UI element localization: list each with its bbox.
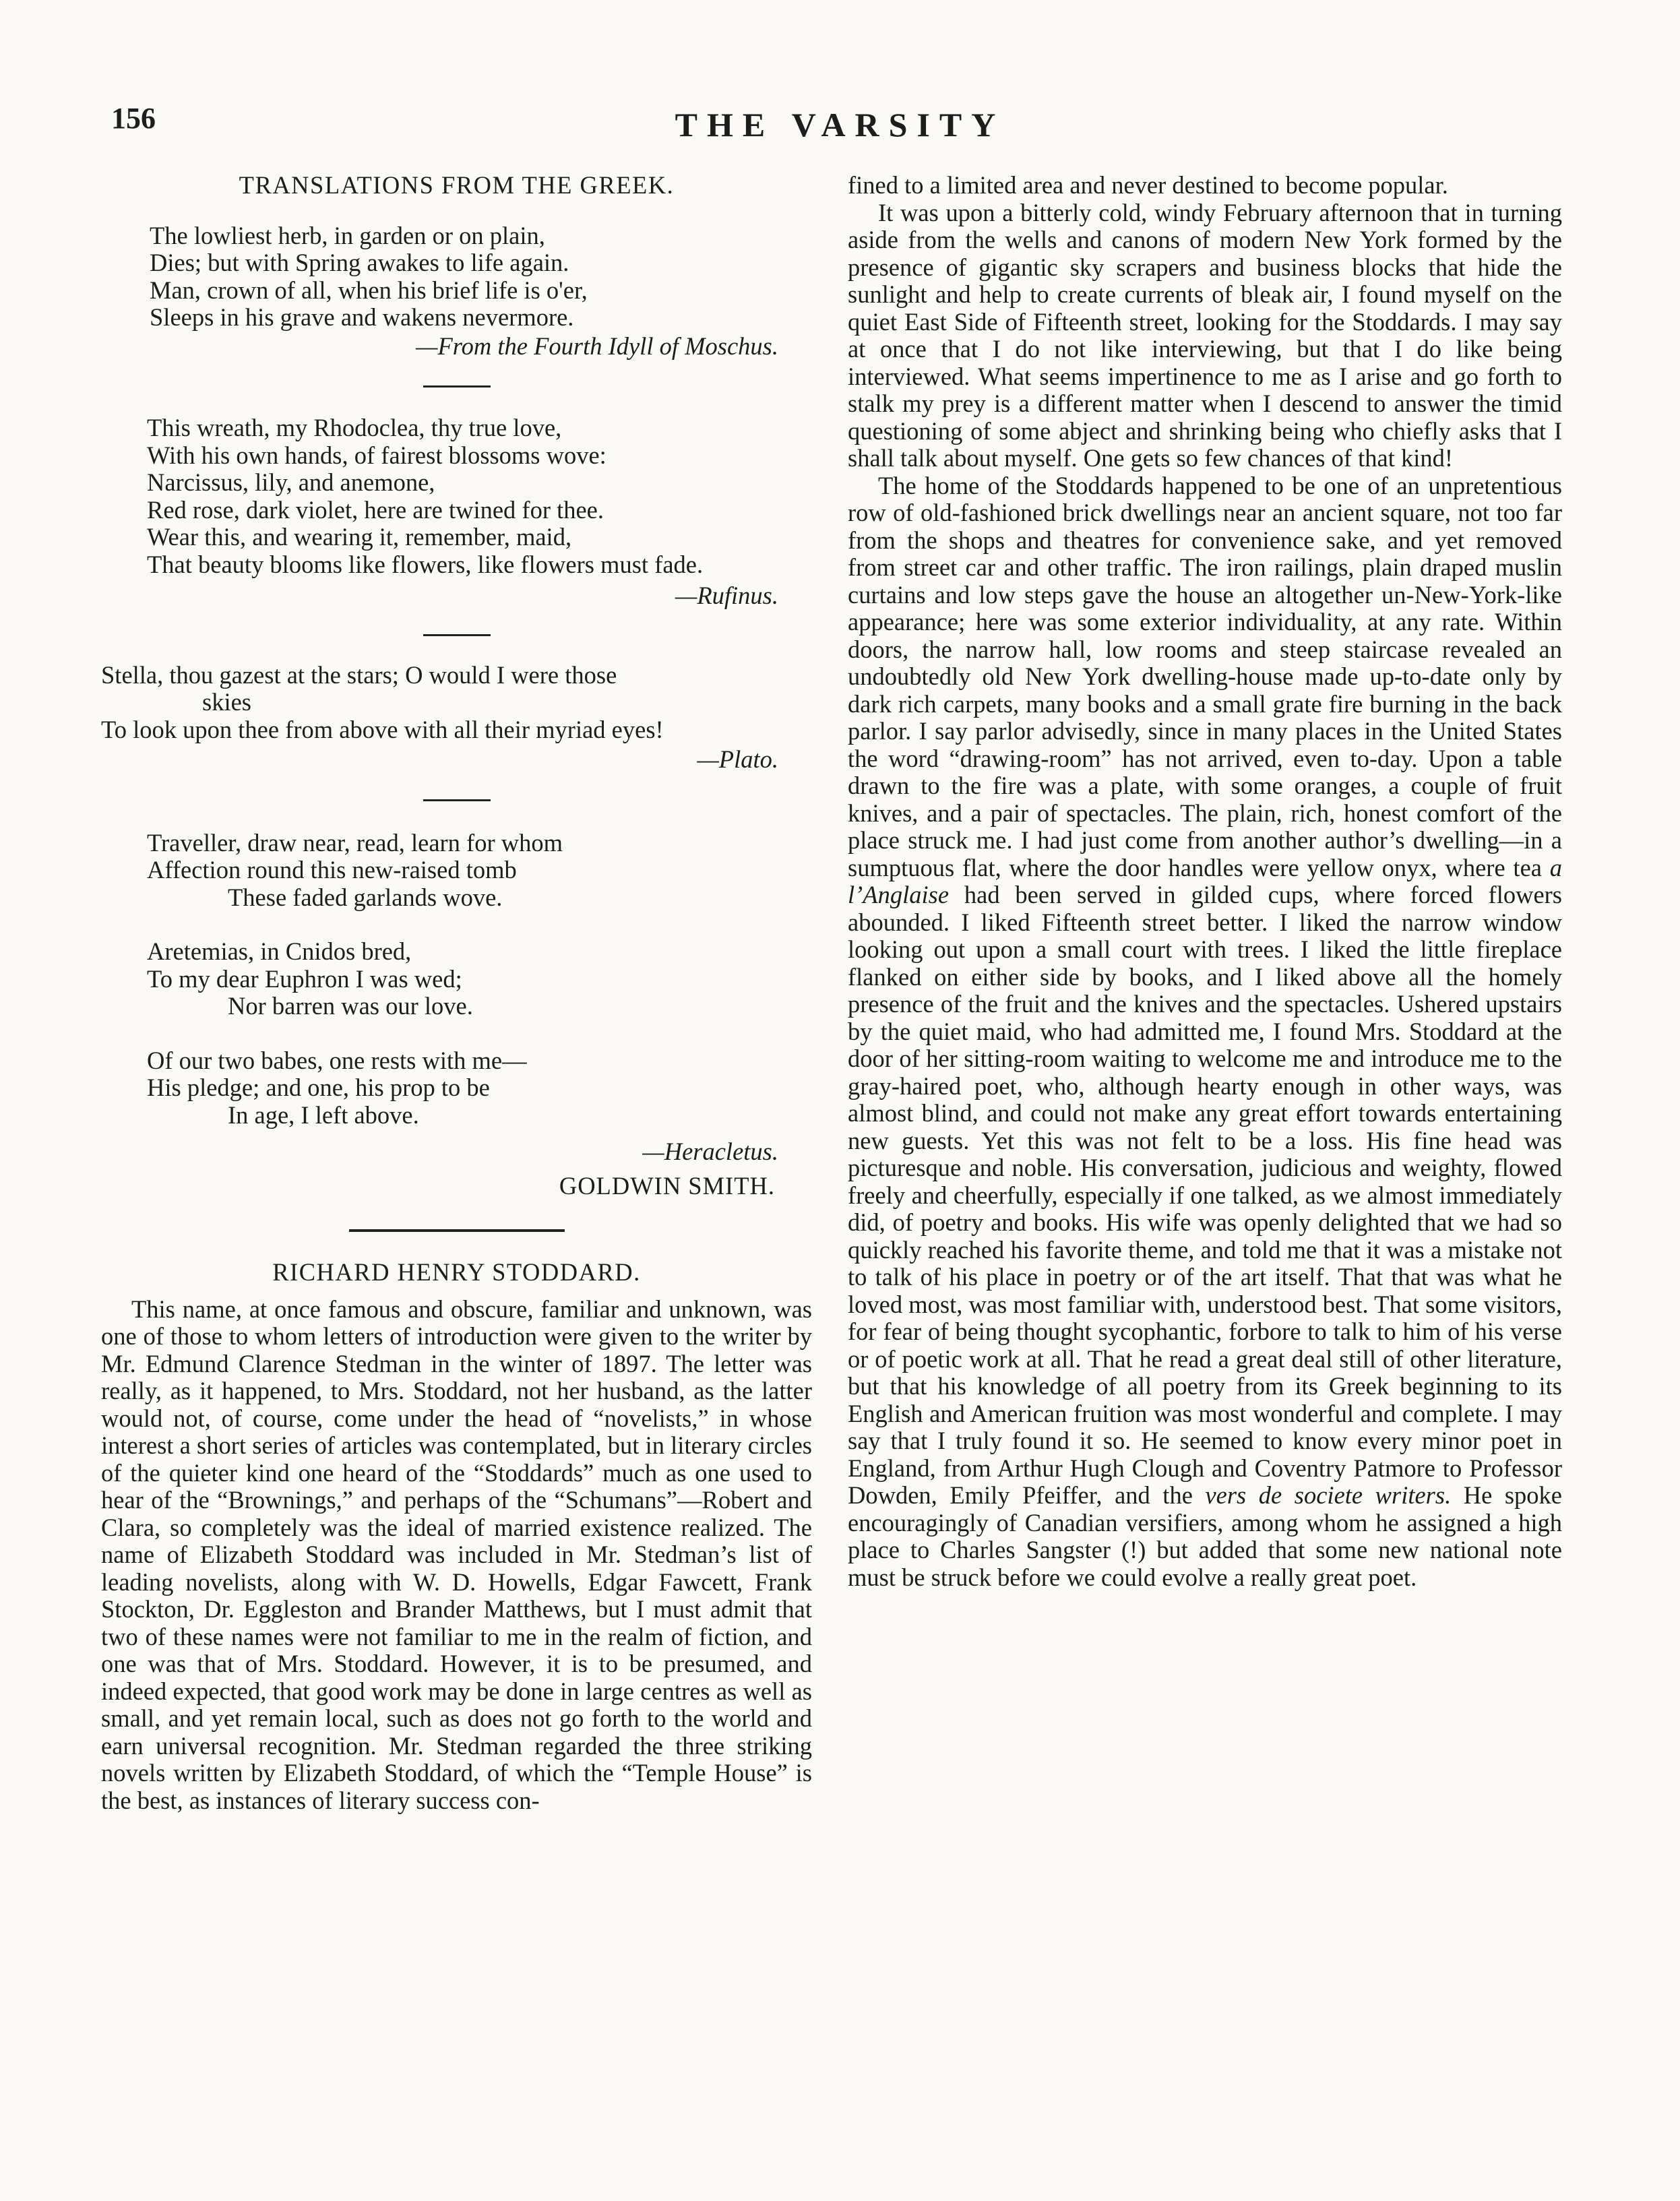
poem-line: Red rose, dark violet, here are twined for thee.	[147, 495, 604, 524]
article-body-left	[101, 1296, 812, 1815]
poem-line: skies	[202, 688, 251, 716]
right-column	[848, 172, 1562, 1591]
poem-line: His pledge; and one, his prop to be	[147, 1074, 490, 1101]
poem-line: Dies; but with Spring awakes to life again.	[150, 249, 569, 276]
poem-line: Nor barren was our love.	[228, 992, 473, 1020]
attribution-moschus: —From the Fourth Idyll of Moschus.	[416, 332, 778, 360]
poem-line: Sleeps in his grave and wakens nevermore.	[150, 303, 574, 331]
article-paragraph: This name, at once famous and obscure, familiar and unknown, was one of those to whom letters of introduction were given to the writer by Mr. Edmund Clarence Stedman in the winter of 1897. The letter was really, as it happened, to Mrs. Stoddard, not her husband, as the latter would not, of course, come under the head of “novelists,” in whose interest a short series of articles was contemplated, but in literary circles of the quieter kind one heard of the “Stoddards” much as one used to hear of the “Brownings,” and perhaps of the “Schumans”—Robert and Clara, so completely was the ideal of married existence realized. The name of Elizabeth Stoddard was included in Mr. Stedman’s list of leading novelists, along with W. D. Howells, Edgar Fawcett, Frank Stockton, Dr. Eggleston and Brander Matthews, but I must admit that two of these names were not familiar to me in the realm of fiction, and one was that of Mrs. Stoddard. However, it is to be presumed, and indeed expected, that good work may be done in large centres as well as small, and yet remain local, such as does not go forth to the world and earn universal recognition. Mr. Stedman regarded the three striking novels written by Elizabeth Stoddard, of which the “Temple House” is the best, as instances of literary success con-	[101, 1295, 812, 1814]
paragraph-text: had been served in gilded cups, where forced flowers abounded. I liked Fifteenth street better. I liked the narrow window looking out upon a small court with trees. I liked the little fireplace flanked on either side by books, and I liked above all the homely presence of the fruit and the knives and the spectacles. Ushered upstairs by the quiet maid, who had admitted me, I found Mrs. Stoddard at the door of her sitting-room waiting to welcome me and introduce me to the gray-haired poet, who, although hearty enough in other ways, was almost blind, and could not make any great effort towards entertaining new guests. Yet this was not felt to be a loss. His fine head was picturesque and noble. His conversation, judicious and weighty, flowed freely and cheerfully, especially if one talked, as we almost immediately did, of poetry and books. His wife was openly delighted that we had so quickly reached his favorite theme, and told me that it was a mistake not to talk of his place in poetry or of the art itself. That that was what he loved most, was most familiar with, understood best. That some visitors, for fear of being thought sycophantic, forbore to talk to him of his verse or of poetic work at all. That he read a great deal still of other literature, but that his knowledge of all poetry from its Greek beginning to its English and American fruition was most wonderful and complete. I may say that I truly found it so. He seemed to know every minor poet in England, from Arthur Hugh Clough and Coventry Patmore to Professor Dowden, Emily Pfeiffer, and the	[848, 881, 1563, 1509]
poem-line: Traveller, draw near, read, learn for whom	[147, 828, 563, 857]
attribution-heracletus: —Heracletus.	[642, 1138, 778, 1165]
poem-line: Man, crown of all, when his brief life is o'er,	[150, 276, 588, 304]
poem-line: In age, I left above.	[228, 1100, 419, 1129]
poem-rufinus	[101, 414, 812, 578]
poem-line: That beauty blooms like flowers, like flowers must fade.	[147, 550, 704, 578]
poem-line: To my dear Euphron I was wed;	[147, 964, 462, 993]
article-divider	[349, 1229, 565, 1232]
article-paragraph-continuation: fined to a limited area and never destined to become popular.	[848, 171, 1448, 199]
poem-line: To look upon thee from above with all their myriad eyes!	[101, 715, 664, 743]
translations-heading: TRANSLATIONS FROM THE GREEK.	[239, 171, 675, 199]
section-divider	[423, 385, 491, 388]
article-paragraph	[848, 472, 1562, 1592]
article-body-right	[848, 172, 1562, 1591]
left-column	[101, 172, 812, 1814]
poem-line: Aretemias, in Cnidos bred,	[147, 937, 412, 965]
running-head: THE VARSITY	[675, 106, 1005, 144]
italic-phrase: a l’Anglaise	[848, 853, 1562, 908]
poem-line: Of our two babes, one rests with me—	[147, 1046, 527, 1074]
section-divider	[423, 799, 491, 801]
page-number: 156	[111, 102, 156, 135]
poem-plato	[101, 662, 812, 744]
article-heading: RICHARD HENRY STODDARD.	[272, 1258, 641, 1286]
article-paragraph: It was upon a bitterly cold, windy February afternoon that in turning aside from the wells and canons of modern New York formed by the presence of gigantic sky scrapers and business blocks that hide the sunlight and help to create currents of bleak air, I found myself on the quiet East Side of Fifteenth street, looking for the Stoddards. I may say at once that I do not like interviewing, but that I do like being interviewed. What seems impertinence to me as I arise and go forth to stalk my prey is a different matter when I descend to answer the timid questioning of some abject and shrinking being who chiefly asks that I shall talk about myself. One gets so few chances of that kind!	[848, 198, 1562, 472]
poem-line: Narcissus, lily, and anemone,	[147, 468, 435, 496]
section-divider	[423, 634, 491, 636]
poem-line: This wreath, my Rhodoclea, thy true love,	[147, 414, 562, 441]
poem-line: The lowliest herb, in garden or on plain,	[150, 221, 545, 249]
italic-phrase: vers de societe writers.	[1205, 1481, 1452, 1509]
attribution-plato: —Plato.	[697, 745, 778, 773]
poem-line: These faded garlands wove.	[228, 883, 503, 911]
attribution-rufinus: —Rufinus.	[675, 582, 778, 609]
poem-heracletus	[101, 830, 812, 1129]
poem-line: Wear this, and wearing it, remember, maid,	[147, 523, 572, 551]
paragraph-text: He spoke encouragingly of Canadian versifiers, among whom he assigned a high place to Charles Sangster (!) but added that some new national note must be struck before we could evolve a really great poet.	[848, 1481, 1563, 1591]
poem-moschus	[101, 222, 812, 332]
poem-line: With his own hands, of fairest blossoms wove:	[147, 441, 606, 469]
author-signature: GOLDWIN SMITH.	[559, 1171, 775, 1200]
paragraph-text: The home of the Stoddards happened to be one of an unpretentious row of old-fashioned brick dwellings near an ancient square, not too far from the shops and theatres for convenience sake, and yet removed from street car and other traffic. The iron railings, plain draped muslin curtains and low steps gave the house an altogether un-New-York-like appearance; here was some exterior individuality, at any rate. Within doors, the narrow hall, low rooms and steep staircase revealed an undoubtedly old New York dwelling-house made up-to-date only by dark rich carpets, many books and a small grate fire burning in the back parlor. I say parlor advisedly, since in many places in the United States the word “drawing-room” has not arrived, even to-day. Upon a table drawn to the fire was a plate, with some oranges, a couple of fruit knives, and a pair of spectacles. The plain, rich, honest comfort of the place struck me. I had just come from another author’s dwelling—in a sumptuous flat, where the door handles were yellow onyx, where tea	[848, 471, 1562, 881]
poem-line: Affection round this new-raised tomb	[147, 856, 517, 884]
poem-line: Stella, thou gazest at the stars; O would I were those	[101, 660, 617, 689]
